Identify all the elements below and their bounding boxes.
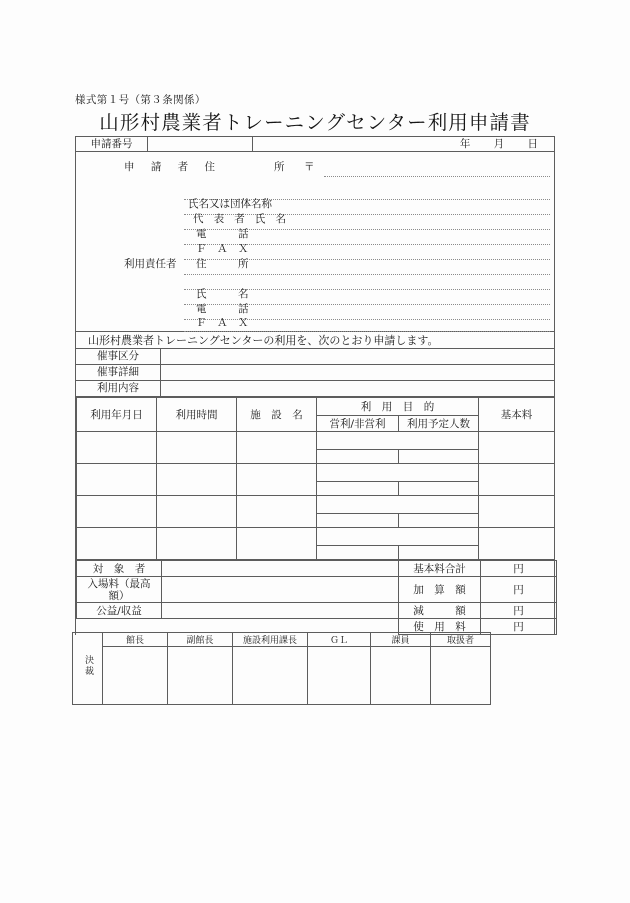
year-label[interactable]: 年 bbox=[459, 138, 471, 150]
application-number-row bbox=[76, 137, 554, 152]
day-label[interactable]: 日 bbox=[527, 138, 538, 150]
deduction-unit[interactable]: 円 bbox=[481, 603, 557, 619]
page-title: 山形村農業者トレーニングセンター利用申請書 bbox=[99, 111, 531, 134]
cell-people[interactable] bbox=[399, 546, 479, 560]
addition-unit[interactable]: 円 bbox=[481, 577, 557, 603]
cell-profit[interactable] bbox=[317, 482, 399, 496]
cell-people[interactable] bbox=[399, 450, 479, 464]
cell-base-fee[interactable] bbox=[479, 496, 555, 528]
cell-time[interactable] bbox=[157, 496, 237, 528]
fax-label: Ｆ Ａ Ｘ bbox=[196, 243, 249, 255]
table-row[interactable] bbox=[77, 528, 555, 546]
table-row[interactable] bbox=[77, 496, 555, 514]
target-value[interactable] bbox=[162, 561, 399, 577]
col-header-people: 利用予定人数 bbox=[399, 416, 479, 432]
cell-time[interactable] bbox=[157, 432, 237, 464]
approval-col-facility-manager: 施設利用課長 bbox=[233, 633, 308, 647]
cell-purpose-upper[interactable] bbox=[317, 528, 479, 546]
applicant-address-rule[interactable] bbox=[324, 176, 550, 177]
summary-row-admission bbox=[77, 577, 557, 603]
admission-fee-label: 入場料（最高額） bbox=[77, 577, 162, 603]
representative-label: 代 表 者 氏 名 bbox=[193, 213, 290, 225]
approval-col-director: 館長 bbox=[103, 633, 168, 647]
base-total-unit[interactable]: 円 bbox=[481, 561, 557, 577]
cell-date[interactable] bbox=[77, 496, 157, 528]
manager-name-label: 氏 名 bbox=[196, 288, 249, 300]
cell-purpose-upper[interactable] bbox=[317, 432, 479, 450]
approval-cell-gl[interactable] bbox=[308, 647, 371, 705]
usage-table-header-row bbox=[77, 398, 555, 416]
summary-row-target bbox=[77, 561, 557, 577]
cell-profit[interactable] bbox=[317, 450, 399, 464]
usage-content-row bbox=[76, 381, 554, 397]
approval-row-label: 決裁 bbox=[73, 633, 103, 705]
col-header-date: 利用年月日 bbox=[77, 398, 157, 432]
name-or-org-label: 氏名又は団体名称 bbox=[188, 198, 272, 210]
col-header-purpose: 利 用 目 的 bbox=[317, 398, 479, 416]
event-detail-label: 催事詳細 bbox=[76, 365, 161, 380]
cell-date[interactable] bbox=[77, 464, 157, 496]
date-fields bbox=[450, 137, 548, 151]
event-detail-row bbox=[76, 365, 554, 381]
event-category-label: 催事区分 bbox=[76, 349, 161, 364]
manager-address-rule[interactable] bbox=[184, 274, 550, 275]
usage-fee-unit[interactable]: 円 bbox=[481, 619, 557, 635]
target-label: 対 象 者 bbox=[77, 561, 162, 577]
approval-col-handler: 取扱者 bbox=[431, 633, 491, 647]
manager-label: 利用責任者 bbox=[124, 258, 177, 270]
col-header-profit: 営利/非営利 bbox=[317, 416, 399, 432]
approval-col-staff: 課員 bbox=[371, 633, 431, 647]
cell-base-fee[interactable] bbox=[479, 432, 555, 464]
tel-label: 電 話 bbox=[196, 228, 249, 240]
cell-facility[interactable] bbox=[237, 496, 317, 528]
approval-header-row bbox=[73, 633, 491, 647]
usage-content-label: 利用内容 bbox=[76, 381, 161, 396]
public-profit-label: 公益/収益 bbox=[77, 603, 162, 619]
postal-mark: 〒 bbox=[304, 161, 315, 173]
col-header-base-fee: 基本料 bbox=[479, 398, 555, 432]
summary-row-public-profit bbox=[77, 603, 557, 619]
cell-time[interactable] bbox=[157, 464, 237, 496]
month-label[interactable]: 月 bbox=[493, 138, 505, 150]
event-category-row bbox=[76, 349, 554, 365]
cell-purpose-upper[interactable] bbox=[317, 496, 479, 514]
form-code: 様式第１号（第３条関係） bbox=[75, 94, 206, 106]
cell-base-fee[interactable] bbox=[479, 528, 555, 560]
applicant-address-label: 申 請 者 住 bbox=[124, 161, 222, 173]
table-row[interactable] bbox=[77, 464, 555, 482]
applicant-block bbox=[76, 152, 554, 332]
cell-profit[interactable] bbox=[317, 546, 399, 560]
approval-cell-handler[interactable] bbox=[431, 647, 491, 705]
cell-purpose-upper[interactable] bbox=[317, 464, 479, 482]
summary-table bbox=[76, 560, 557, 635]
col-header-facility: 施 設 名 bbox=[237, 398, 317, 432]
approval-cell-staff[interactable] bbox=[371, 647, 431, 705]
approval-cell-director[interactable] bbox=[103, 647, 168, 705]
application-number-input[interactable] bbox=[148, 137, 253, 151]
applicant-address-label-2: 所 bbox=[274, 161, 285, 173]
application-form-frame bbox=[75, 136, 555, 635]
deduction-label: 減 額 bbox=[399, 603, 481, 619]
manager-fax-label: Ｆ Ａ Ｘ bbox=[196, 317, 249, 329]
usage-fee-label: 使 用 料 bbox=[399, 619, 481, 635]
approval-col-gl: ＧＬ bbox=[308, 633, 371, 647]
approval-col-deputy-director: 副館長 bbox=[168, 633, 233, 647]
cell-people[interactable] bbox=[399, 482, 479, 496]
approval-cell-deputy-director[interactable] bbox=[168, 647, 233, 705]
approval-cell-facility-manager[interactable] bbox=[233, 647, 308, 705]
cell-people[interactable] bbox=[399, 514, 479, 528]
public-profit-value[interactable] bbox=[162, 603, 399, 619]
manager-tel-label: 電 話 bbox=[196, 303, 249, 315]
cell-profit[interactable] bbox=[317, 514, 399, 528]
cell-base-fee[interactable] bbox=[479, 464, 555, 496]
addition-label: 加 算 額 bbox=[399, 577, 481, 603]
approval-table bbox=[72, 632, 491, 705]
application-statement: 山形村農業者トレーニングセンターの利用を、次のとおり申請します。 bbox=[76, 332, 554, 349]
col-header-time: 利用時間 bbox=[157, 398, 237, 432]
cell-time[interactable] bbox=[157, 528, 237, 560]
usage-table bbox=[76, 397, 555, 560]
approval-body-row bbox=[73, 647, 491, 705]
manager-address-label: 住 所 bbox=[196, 258, 249, 270]
cell-facility[interactable] bbox=[237, 528, 317, 560]
cell-facility[interactable] bbox=[237, 464, 317, 496]
base-total-label: 基本料合計 bbox=[399, 561, 481, 577]
cell-date[interactable] bbox=[77, 528, 157, 560]
admission-fee-value[interactable] bbox=[162, 577, 399, 603]
cell-date[interactable] bbox=[77, 432, 157, 464]
application-number-label: 申請番号 bbox=[76, 137, 148, 151]
cell-facility[interactable] bbox=[237, 432, 317, 464]
table-row[interactable] bbox=[77, 432, 555, 450]
